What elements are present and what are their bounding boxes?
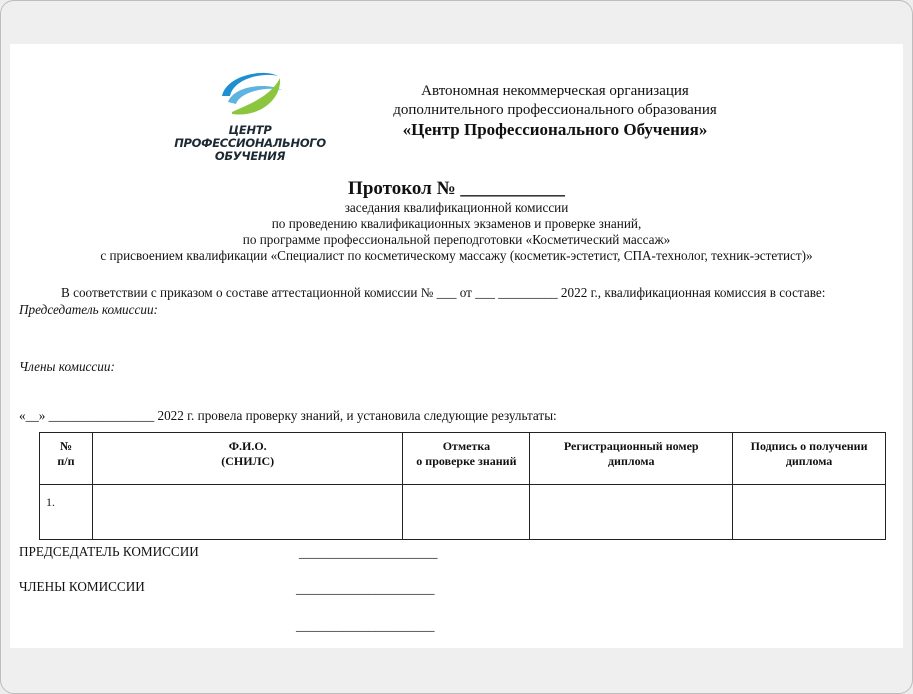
- cell-diploma-number: [530, 485, 733, 540]
- organization-name: «Центр Профессионального Обучения»: [402, 120, 708, 139]
- organization-line2: дополнительного профессионального образования: [393, 102, 717, 118]
- chairman-label: Председатель комиссии:: [19, 302, 158, 317]
- logo-text-line3: ОБУЧЕНИЯ: [214, 149, 286, 163]
- header-diploma-number: Регистрационный номер диплома: [530, 433, 733, 485]
- cell-number: 1.: [40, 485, 93, 540]
- results-table: [39, 432, 886, 540]
- protocol-subtitle-line: по программе профессиональной переподготовки «Косметический массаж»: [242, 232, 671, 247]
- members-signature-label: ЧЛЕНЫ КОМИССИИ: [19, 579, 145, 594]
- protocol-subtitle: [10, 200, 903, 264]
- cell-mark: [403, 485, 530, 540]
- table-header-row: [40, 433, 886, 485]
- header-mark: Отметка о проверке знаний: [403, 433, 530, 485]
- logo-swoosh-icon: [170, 62, 330, 124]
- logo-text-line2: ПРОФЕССИОНАЛЬНОГО: [174, 136, 326, 150]
- protocol-title: Протокол № ___________: [348, 178, 565, 199]
- header-signature: Подпись о получении диплома: [733, 433, 886, 485]
- protocol-subtitle-line: по проведению квалификационных экзаменов и проверке знаний,: [271, 216, 642, 231]
- member-signature-line: _____________________: [296, 618, 435, 633]
- cell-name: [92, 485, 403, 540]
- members-label: Члены комиссии:: [19, 359, 115, 374]
- chairman-signature-line: _____________________: [299, 545, 438, 560]
- member-signature-line: _____________________: [296, 581, 435, 596]
- organization-logo: [170, 62, 330, 166]
- intro-paragraph: В соответствии с приказом о составе аттестационной комиссии № ___ от ___ _________ 2022 г., квалификационная комиссия в составе:: [61, 285, 826, 300]
- logo-text-line1: ЦЕНТР: [228, 123, 272, 137]
- table-row: [40, 485, 886, 540]
- date-line: «__» ________________ 2022 г. провела проверку знаний, и установила следующие результаты:: [19, 408, 557, 423]
- header-number: № п/п: [40, 433, 93, 485]
- organization-header: [340, 82, 770, 139]
- header-name: Ф.И.О. (СНИЛС): [92, 433, 403, 485]
- document-page: [10, 44, 903, 648]
- protocol-subtitle-line: с присвоением квалификации «Специалист по косметическому массажу (косметик-эстетист, СПА-технолог, техник-эстетист)»: [100, 248, 813, 263]
- cell-signature: [733, 485, 886, 540]
- organization-line1: Автономная некоммерческая организация: [421, 83, 689, 99]
- chairman-signature-label: ПРЕДСЕДАТЕЛЬ КОМИССИИ: [19, 544, 199, 559]
- protocol-subtitle-line: заседания квалификационной комиссии: [344, 200, 569, 215]
